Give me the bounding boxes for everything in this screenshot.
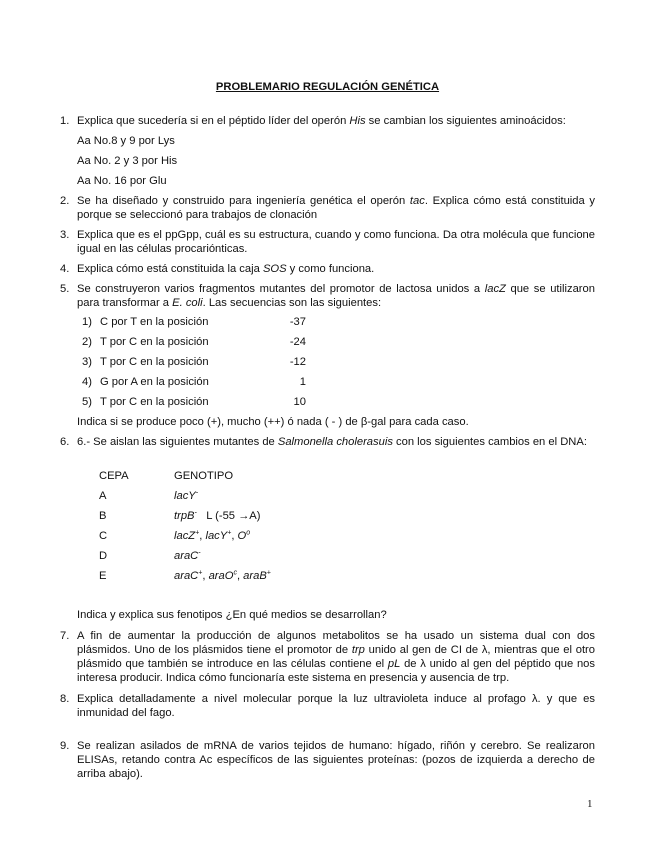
q1-item: Aa No.8 y 9 por Lys [77,135,175,147]
mutation-position: -37 [289,316,306,328]
q2-number: 2. [60,195,70,207]
mutation-description: G por A en la posición [100,376,209,388]
genotype: trpB- L (-55 →A) [174,509,261,522]
genotype-column-header: GENOTIPO [174,470,234,482]
genotype: araC+, araO$^c$, araB+ [174,569,271,582]
q1-item: Aa No. 2 y 3 por His [77,155,178,167]
strain-label: D [99,550,108,562]
strain-label: A [99,490,107,502]
q3-number: 3. [60,229,70,241]
q1-item: Aa No. 16 por Glu [77,175,167,187]
mutation-position: -12 [289,356,306,368]
q6-footer: Indica y explica sus fenotipos ¿En qué medios se desarrollan? [77,609,387,621]
q7-number: 7. [60,630,70,642]
strain-label: B [99,510,107,522]
q1-number: 1. [60,115,70,127]
q4-text: Explica cómo está constituida la caja SOS y como funciona. [77,263,375,275]
q9-number: 9. [60,740,70,752]
q6-number: 6. [60,436,70,448]
mutation-number: 3) [82,356,92,368]
mutation-description: T por C en la posición [100,356,209,368]
page-number: 1 [587,798,593,810]
mutation-description: C por T en la posición [100,316,209,328]
mutation-position: -24 [289,336,306,348]
q5-text: Se construyeron varios fragmentos mutantes del promotor de lactosa unidos a lacZ que se utilizaron para transformar a E. coli. Las secuencias son las siguientes: [77,283,595,309]
mutation-number: 1) [82,316,92,328]
mutation-number: 5) [82,396,92,408]
q8-text: Explica detalladamente a nivel molecular porque la luz ultravioleta induce al profago λ. y que es inmunidad del fago. [77,693,595,719]
q9-text: Se realizan asilados de mRNA de varios tejidos de humano: hígado, riñón y cerebro. Se realizaron ELISAs, retando contra Ac específicos de las siguientes proteínas: (pozos de izquierda a derecho de arriba abajo). [77,740,595,780]
genotype: lacY- [174,489,199,502]
strain-label: C [99,530,108,542]
mutation-position: 1 [299,376,306,388]
q2-text: Se ha diseñado y construido para ingeniería genética el operón tac. Explica cómo está constituida y porque se seleccionó para trabajos de clonación [77,195,596,221]
q8-number: 8. [60,693,70,705]
q5-footer: Indica si se produce poco (+), mucho (++) ó nada ( - ) de β-gal para cada caso. [77,416,469,428]
q1-text: Explica que sucedería si en el péptido líder del operón His se cambian los siguientes aminoácidos: [77,115,566,127]
page-title: PROBLEMARIO REGULACIÓN GENÉTICA [215,81,440,93]
q7-text: A fin de aumentar la producción de algunos metabolitos se ha usado un sistema dual con dos plásmidos. Uno de los plásmidos tiene el promotor de trp unido al gen de CI de λ, mientras que el otro plásmido que también se introduce en las células contiene el pL de λ unido al gen del péptido que nos interesa producir. Indica cómo funcionaría este sistema en presencia y ausencia de trp. [77,630,595,684]
q5-number: 5. [60,283,70,295]
strain-label: E [99,570,107,582]
q6-text: 6.- Se aislan las siguientes mutantes de Salmonella cholerasuis con los siguientes cambios en el DNA: [77,436,587,448]
mutation-description: T por C en la posición [100,396,209,408]
q4-number: 4. [60,263,70,275]
mutation-number: 2) [82,336,92,348]
strain-column-header: CEPA [99,470,129,482]
q3-text: Explica que es el ppGpp, cuál es su estructura, cuando y como funciona. Da otra molécula que funcione igual en las células procariónticas. [77,229,595,255]
mutation-description: T por C en la posición [100,336,209,348]
genotype: araC- [174,549,201,562]
mutation-position: 10 [293,396,306,408]
mutation-number: 4) [82,376,92,388]
genotype: lacZ+, lacY+, $O^o$ [174,529,251,542]
